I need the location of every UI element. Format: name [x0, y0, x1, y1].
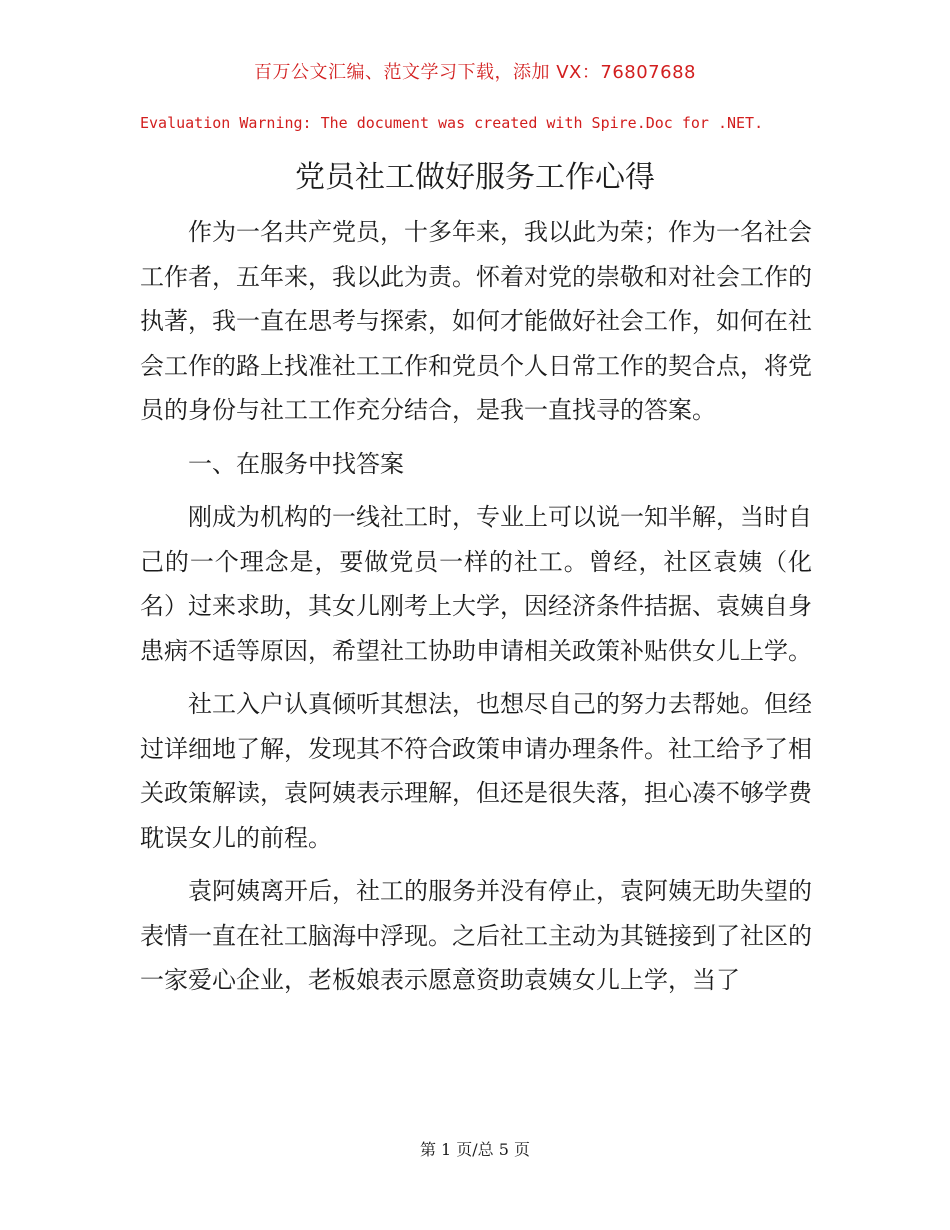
- promo-banner: 百万公文汇编、范文学习下载，添加 VX：76807688: [254, 62, 696, 83]
- evaluation-warning: Evaluation Warning: The document was created with Spire.Doc for .NET.: [140, 114, 764, 132]
- paragraph-story: 刚成为机构的一线社工时，专业上可以说一知半解，当时自己的一个理念是，要做党员一样的社工。曾经，社区袁姨（化名）过来求助，其女儿刚考上大学，因经济条件拮据、袁姨自身患病不适等原因，希望社工协助申请相关政策补贴供女儿上学。: [140, 503, 812, 665]
- document-title: 党员社工做好服务工作心得: [295, 160, 655, 195]
- document-body: [140, 210, 812, 1012]
- paragraph-follow-up: 袁阿姨离开后，社工的服务并没有停止，袁阿姨无助失望的表情一直在社工脑海中浮现。之后社工主动为其链接到了社区的一家爱心企业，老板娘表示愿意资助袁姨女儿上学，当了: [140, 877, 812, 994]
- paragraph-visit: 社工入户认真倾听其想法，也想尽自己的努力去帮她。但经过详细地了解，发现其不符合政策申请办理条件。社工给予了相关政策解读，袁阿姨表示理解，但还是很失落，担心凑不够学费耽误女儿的前程。: [140, 690, 812, 852]
- section-heading: 一、在服务中找答案: [188, 449, 404, 478]
- page-indicator: 第 1 页/总 5 页: [419, 1140, 531, 1159]
- paragraph-intro: 作为一名共产党员，十多年来，我以此为荣；作为一名社会工作者，五年来，我以此为责。怀着对党的崇敬和对社会工作的执著，我一直在思考与探索，如何才能做好社会工作，如何在社会工作的路上找准社工工作和党员个人日常工作的契合点，将党员的身份与社工工作充分结合，是我一直找寻的答案。: [140, 218, 812, 424]
